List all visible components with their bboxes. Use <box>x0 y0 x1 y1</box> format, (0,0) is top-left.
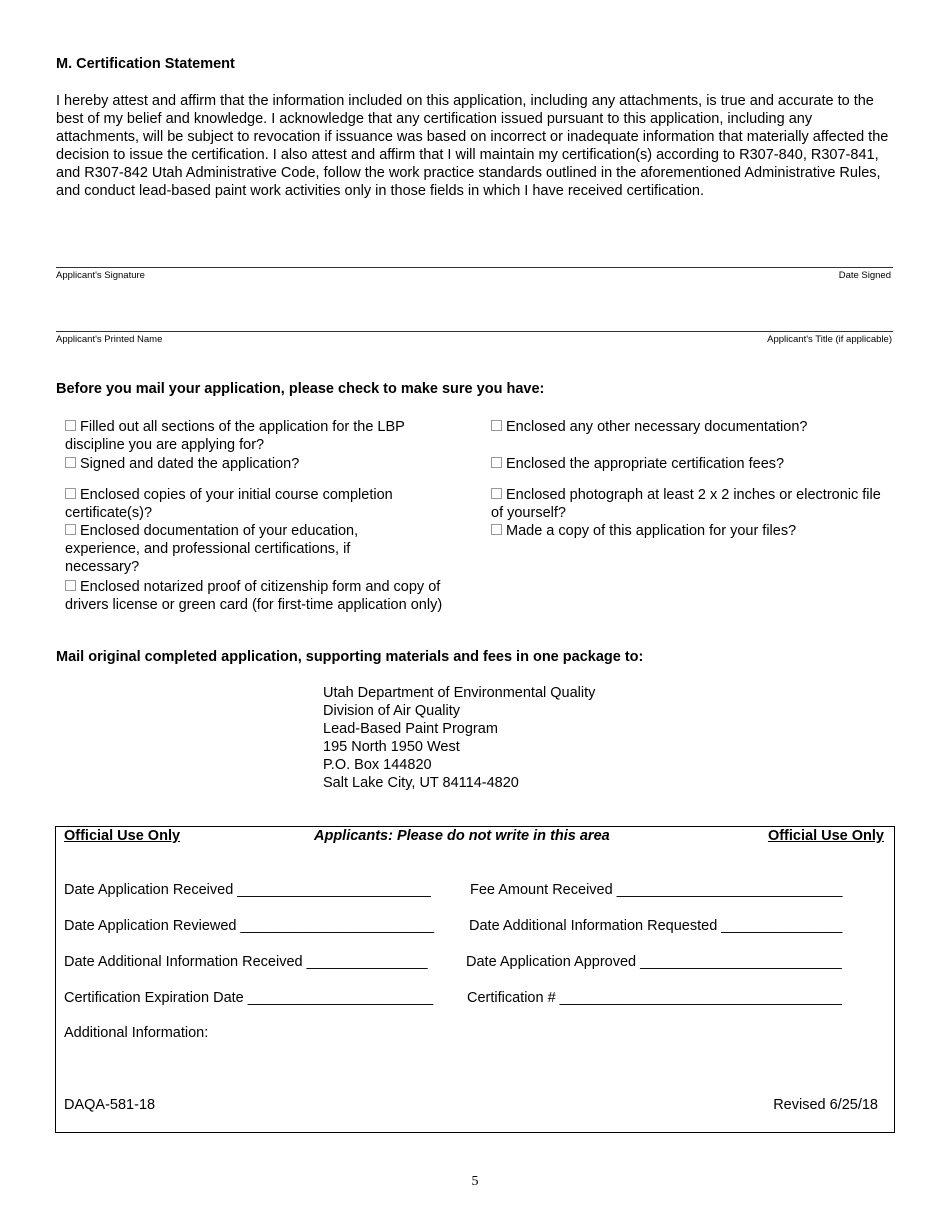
revised-date: Revised 6/25/18 <box>773 1097 878 1113</box>
expiration-date-field[interactable]: Certification Expiration Date _______________________ <box>64 990 434 1006</box>
page-number: 5 <box>471 1174 479 1189</box>
checklist-item[interactable]: Filled out all sections of the application for the LBP discipline you are applying for? <box>65 419 405 453</box>
address-line: Salt Lake City, UT 84114-4820 <box>323 775 519 791</box>
signature-line[interactable] <box>56 267 893 268</box>
checkbox-icon[interactable] <box>491 420 502 431</box>
checkbox-icon[interactable] <box>65 420 76 431</box>
do-not-write-heading: Applicants: Please do not write in this area <box>314 828 610 844</box>
checklist-item[interactable]: Enclosed any other necessary documentation? <box>491 418 891 436</box>
checklist-item[interactable]: Enclosed the appropriate certification fees? <box>491 455 891 473</box>
info-requested-field[interactable]: Date Additional Information Requested _______________ <box>469 918 843 934</box>
address-line: Utah Department of Environmental Quality <box>323 685 596 701</box>
certification-number-field[interactable]: Certification # ___________________________________ <box>467 990 842 1006</box>
checkbox-icon[interactable] <box>491 524 502 535</box>
checklist-item[interactable]: Enclosed photograph at least 2 x 2 inches or electronic file of yourself? <box>491 487 881 521</box>
printed-name-label: Applicant's Printed Name <box>56 334 163 345</box>
additional-information-label: Additional Information: <box>64 1025 209 1041</box>
address-line: Lead-Based Paint Program <box>323 721 498 737</box>
official-use-left-heading: Official Use Only <box>64 828 181 844</box>
signature-label: Applicant's Signature <box>56 270 145 281</box>
checklist-item[interactable]: Enclosed notarized proof of citizenship form and copy of drivers license or green card (for first-time application only) <box>65 579 443 613</box>
checklist-item[interactable]: Made a copy of this application for your files? <box>491 522 891 540</box>
address-line: 195 North 1950 West <box>323 739 460 755</box>
checkbox-icon[interactable] <box>65 580 76 591</box>
checklist-item[interactable]: Enclosed documentation of your education, experience, and professional certifications, if necessary? <box>65 523 359 575</box>
section-title: M. Certification Statement <box>56 56 235 72</box>
date-reviewed-field[interactable]: Date Application Reviewed ________________________ <box>64 918 435 934</box>
info-received-field[interactable]: Date Additional Information Received _______________ <box>64 954 428 970</box>
official-use-box <box>55 826 895 1133</box>
address-line: P.O. Box 144820 <box>323 757 432 773</box>
date-signed-label: Date Signed <box>838 270 891 281</box>
form-number: DAQA-581-18 <box>64 1097 156 1113</box>
checkbox-icon[interactable] <box>491 488 502 499</box>
mailing-address <box>323 684 595 792</box>
fee-amount-field[interactable]: Fee Amount Received ____________________________ <box>470 882 843 898</box>
title-label: Applicant's Title (if applicable) <box>767 334 892 345</box>
checkbox-icon[interactable] <box>491 457 502 468</box>
certification-statement: I hereby attest and affirm that the information included on this application, including any attachments, is true and accurate to the best of my belief and knowledge. I acknowledge that any certification issued pursuant to this application, including any attachments, will be subject to revocation if issuance was based on incorrect or inadequate information that materially affected the decision to issue the certification. I also attest and affirm that I will maintain my certification(s) according to R307-840, R307-841, and R307-842 Utah Administrative Code, follow the work practice standards outlined in the aforementioned Administrative Rules, and conduct lead-based paint work activities only in those fields in which I have received certification. <box>56 93 889 199</box>
official-use-right-heading: Official Use Only <box>767 828 884 844</box>
date-approved-field[interactable]: Date Application Approved _________________________ <box>466 954 842 970</box>
checklist-item[interactable]: Enclosed copies of your initial course completion certificate(s)? <box>65 487 393 521</box>
checklist-heading: Before you mail your application, please check to make sure you have: <box>56 381 545 397</box>
checkbox-icon[interactable] <box>65 457 76 468</box>
checkbox-icon[interactable] <box>65 488 76 499</box>
printed-name-line[interactable] <box>56 331 893 332</box>
checkbox-icon[interactable] <box>65 524 76 535</box>
checklist-item[interactable]: Signed and dated the application? <box>65 455 465 473</box>
mail-heading: Mail original completed application, supporting materials and fees in one package to: <box>56 649 644 665</box>
date-received-field[interactable]: Date Application Received ________________________ <box>64 882 431 898</box>
address-line: Division of Air Quality <box>323 703 460 719</box>
